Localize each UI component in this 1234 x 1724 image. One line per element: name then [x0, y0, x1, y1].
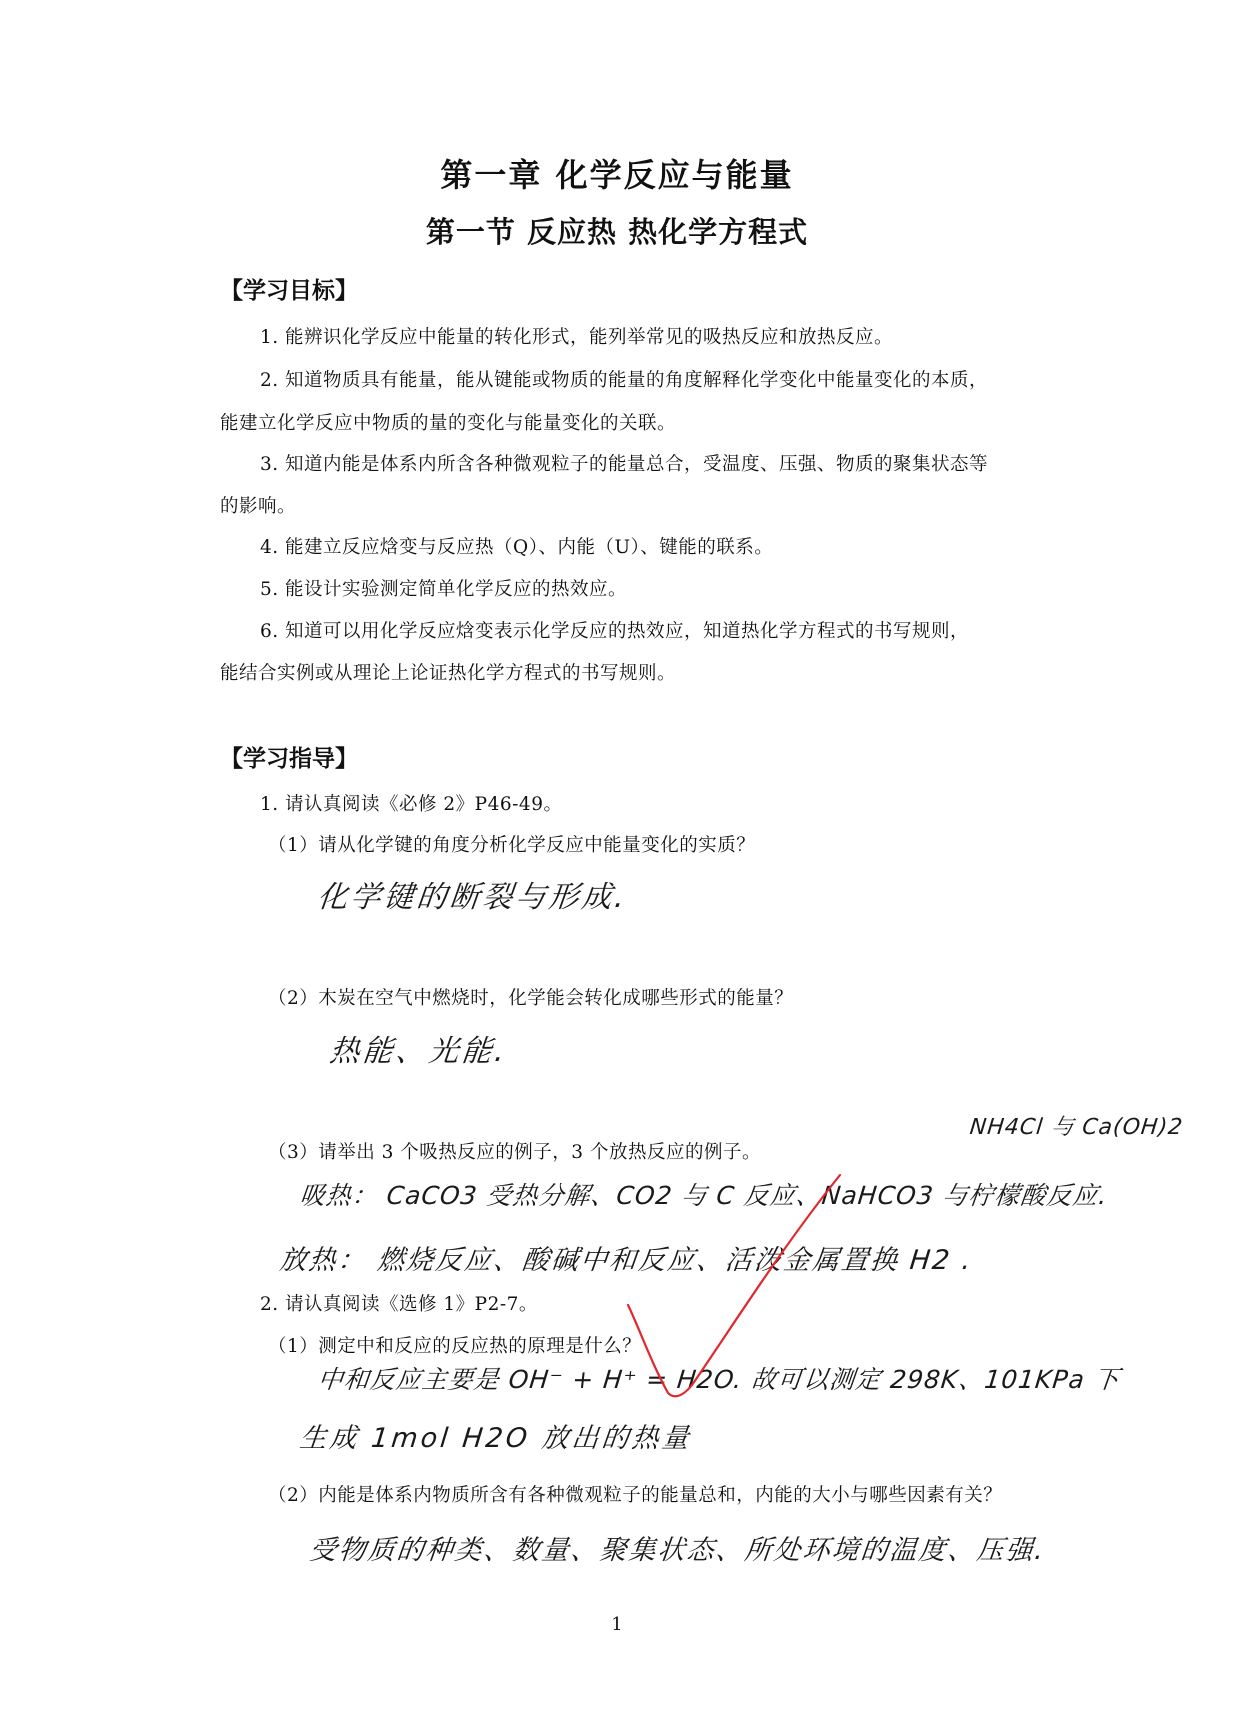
objective-line: 能建立化学反应中物质的量的变化与能量变化的关联。: [220, 413, 677, 434]
reading-item-2: 2. 请认真阅读《选修 1》P2-7。: [260, 1294, 538, 1315]
objective-line: 1. 能辨识化学反应中能量的转化形式，能列举常见的吸热反应和放热反应。: [260, 327, 894, 348]
objectives-heading: 【学习目标】: [220, 278, 358, 304]
objective-line: 6. 知道可以用化学反应焓变表示化学反应的热效应，知道热化学方程式的书写规则，: [260, 621, 970, 642]
question-1: （1）请从化学键的角度分析化学反应中能量变化的实质？: [268, 835, 756, 856]
objective-line: 2. 知道物质具有能量，能从键能或物质的能量的角度解释化学变化中能量变化的本质，: [260, 370, 989, 391]
question-3: （3）请举出 3 个吸热反应的例子，3 个放热反应的例子。: [268, 1142, 761, 1163]
handwritten-answer-5: 受物质的种类、数量、聚集状态、所处环境的温度、压强.: [308, 1535, 1047, 1566]
question-2: （2）木炭在空气中燃烧时，化学能会转化成哪些形式的能量？: [268, 988, 794, 1009]
question-4: （1）测定中和反应的反应热的原理是什么？: [268, 1336, 642, 1357]
reading-item-1: 1. 请认真阅读《必修 2》P46-49。: [260, 794, 563, 815]
question-5: （2）内能是体系内物质所含有各种微观粒子的能量总和，内能的大小与哪些因素有关？: [268, 1485, 1003, 1506]
objective-line: 3. 知道内能是体系内所含各种微观粒子的能量总合，受温度、压强、物质的聚集状态等: [260, 454, 989, 475]
section-title: 第一节 反应热 热化学方程式: [425, 215, 809, 249]
chapter-title: 第一章 化学反应与能量: [440, 156, 794, 194]
handwritten-answer-1: 化学键的断裂与形成.: [315, 880, 630, 915]
objective-line: 能结合实例或从理论上论证热化学方程式的书写规则。: [220, 663, 677, 684]
page-number: 1: [611, 1614, 623, 1635]
objective-line: 5. 能设计实验测定简单化学反应的热效应。: [260, 579, 628, 600]
handwritten-answer-endothermic: 吸热： CaCO3 受热分解、CO2 与 C 反应、NaHCO3 与柠檬酸反应.: [298, 1181, 1110, 1210]
handwritten-answer-2: 热能、光能.: [327, 1034, 510, 1069]
handwritten-answer-4a: 中和反应主要是 OH⁻ + H⁺ = H2O. 故可以测定 298K、101KPa 下: [316, 1365, 1122, 1394]
guidance-heading: 【学习指导】: [220, 746, 358, 772]
objective-line: 的影响。: [220, 496, 297, 517]
handwritten-answer-exothermic: 放热： 燃烧反应、酸碱中和反应、活泼金属置换 H2 .: [278, 1245, 975, 1276]
objective-line: 4. 能建立反应焓变与反应热（Q）、内能（U）、键能的联系。: [260, 537, 774, 558]
handwritten-answer-4b: 生成 1mol H2O 放出的热量: [298, 1423, 694, 1454]
handwritten-note: NH4Cl 与 Ca(OH)2: [968, 1115, 1185, 1140]
